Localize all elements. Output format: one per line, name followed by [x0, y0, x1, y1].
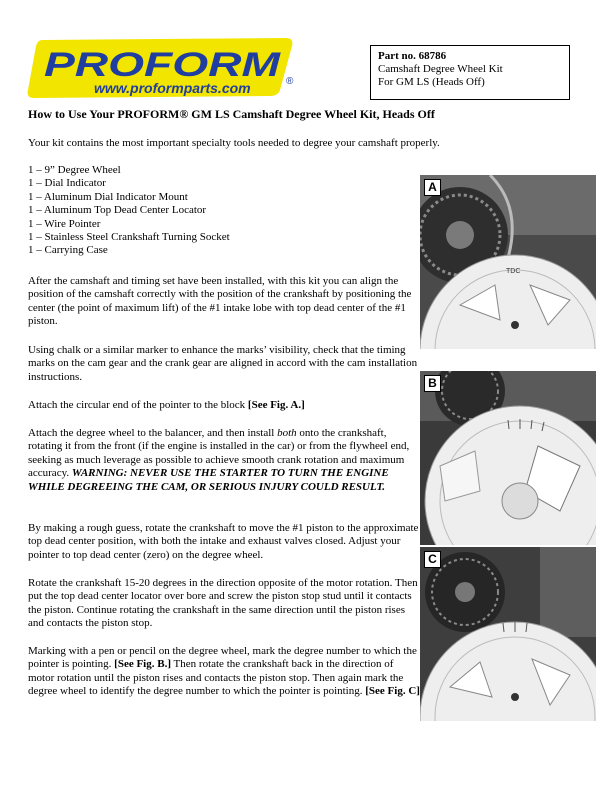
emphasis-text: both [277, 427, 297, 439]
list-item: 1 – 9” Degree Wheel [28, 164, 121, 176]
list-item: 1 – Stainless Steel Crankshaft Turning Socket [28, 231, 230, 244]
paragraph-mark-degrees [28, 645, 420, 699]
paragraph-rough-tdc: By making a rough guess, rotate the crankshaft to move the #1 piston to the approximate top dead center position, with both the intake and exhaust valves closed. Adjust your pointer to top dead center (zero) on the degree wheel. [28, 522, 419, 561]
paragraph-timing-marks: Using chalk or a similar marker to enhance the marks’ visibility, check that the timing marks on the cam gear and the crank gear are aligned in accord with the cam installation instructions. [28, 344, 418, 383]
list-item: 1 – Wire Pointer [28, 217, 101, 230]
paragraph-text: Marking with a pen or pencil on the degree wheel, mark the degree number to which the pointer is pointing. [28, 645, 417, 671]
paragraph-text: Attach the circular end of the pointer to the block [28, 399, 248, 411]
logo-url-text: www.proformparts.com [94, 80, 251, 96]
figure-b-photo [420, 371, 596, 545]
logo-brand-text: PROFORM [44, 46, 281, 84]
paragraph-text: Attach the degree wheel to the balancer, and then install [28, 427, 278, 439]
part-description: Camshaft Degree Wheel Kit [378, 63, 503, 75]
figure-reference-b: [See Fig. B.] [114, 658, 171, 671]
figure-reference-a: [See Fig. A.] [247, 399, 305, 411]
list-item: 1 – Aluminum Top Dead Center Locator [28, 204, 207, 217]
figure-a-photo [420, 175, 596, 349]
list-item: 1 – Dial Indicator [28, 177, 106, 190]
warning-text: WARNING: NEVER USE THE STARTER TO TURN THE ENGINE WHILE DEGREEING THE CAM, OR SERIOUS INJURY COULD RESULT. [28, 467, 389, 493]
list-item: 1 – Carrying Case [28, 244, 108, 257]
figure-a-label: A [424, 179, 441, 196]
logo-registered-mark: ® [286, 76, 294, 87]
figure-b-label: B [424, 375, 441, 392]
paragraph-attach-pointer [28, 399, 420, 412]
figure-c-photo [420, 547, 596, 721]
paragraph-alignment: After the camshaft and timing set have been installed, with this kit you can align the position of the camshaft correctly with the position of the crankshaft by positioning the center (the point of maximum lift) of the #1 intake lobe with top dead center of the #1 piston. [28, 275, 412, 328]
intro-paragraph: Your kit contains the most important specialty tools needed to degree your camshaft properly. [28, 137, 440, 149]
part-application: For GM LS (Heads Off) [378, 76, 485, 88]
part-number: Part no. 68786 [378, 50, 447, 62]
proform-logo [24, 36, 298, 100]
paragraph-piston-stop: Rotate the crankshaft 15-20 degrees in the direction opposite of the motor rotation. Then put the top dead center locator over bore and screw the piston stop stud until it contacts the piston. Continue rotating the crankshaft in the same direction until the piston rises and contacts the piston stop. [28, 577, 418, 630]
figure-reference-c: [See Fig. C] [365, 685, 420, 698]
paragraph-text: Then rotate the crankshaft back in the direction of motor rotation until the piston rises and contacts the piston stop. Then again mark the degree wheel to identify the degree number to which the pointer is pointing. [28, 658, 404, 698]
figure-c-label: C [424, 551, 441, 568]
paragraph-text: onto the crankshaft, rotating it from the front (if the engine is installed in the car) or from the flywheel end, seeking as much leverage as possible to achieve smooth crank rotation and maximum accuracy. [28, 427, 410, 480]
list-item: 1 – Aluminum Dial Indicator Mount [28, 190, 188, 203]
wheel-tdc-text: TDC [506, 268, 521, 275]
page-title: How to Use Your PROFORM® GM LS Camshaft Degree Wheel Kit, Heads Off [28, 107, 435, 121]
kit-contents-list [28, 164, 230, 258]
part-number-box [370, 45, 570, 100]
paragraph-attach-wheel [28, 427, 420, 494]
